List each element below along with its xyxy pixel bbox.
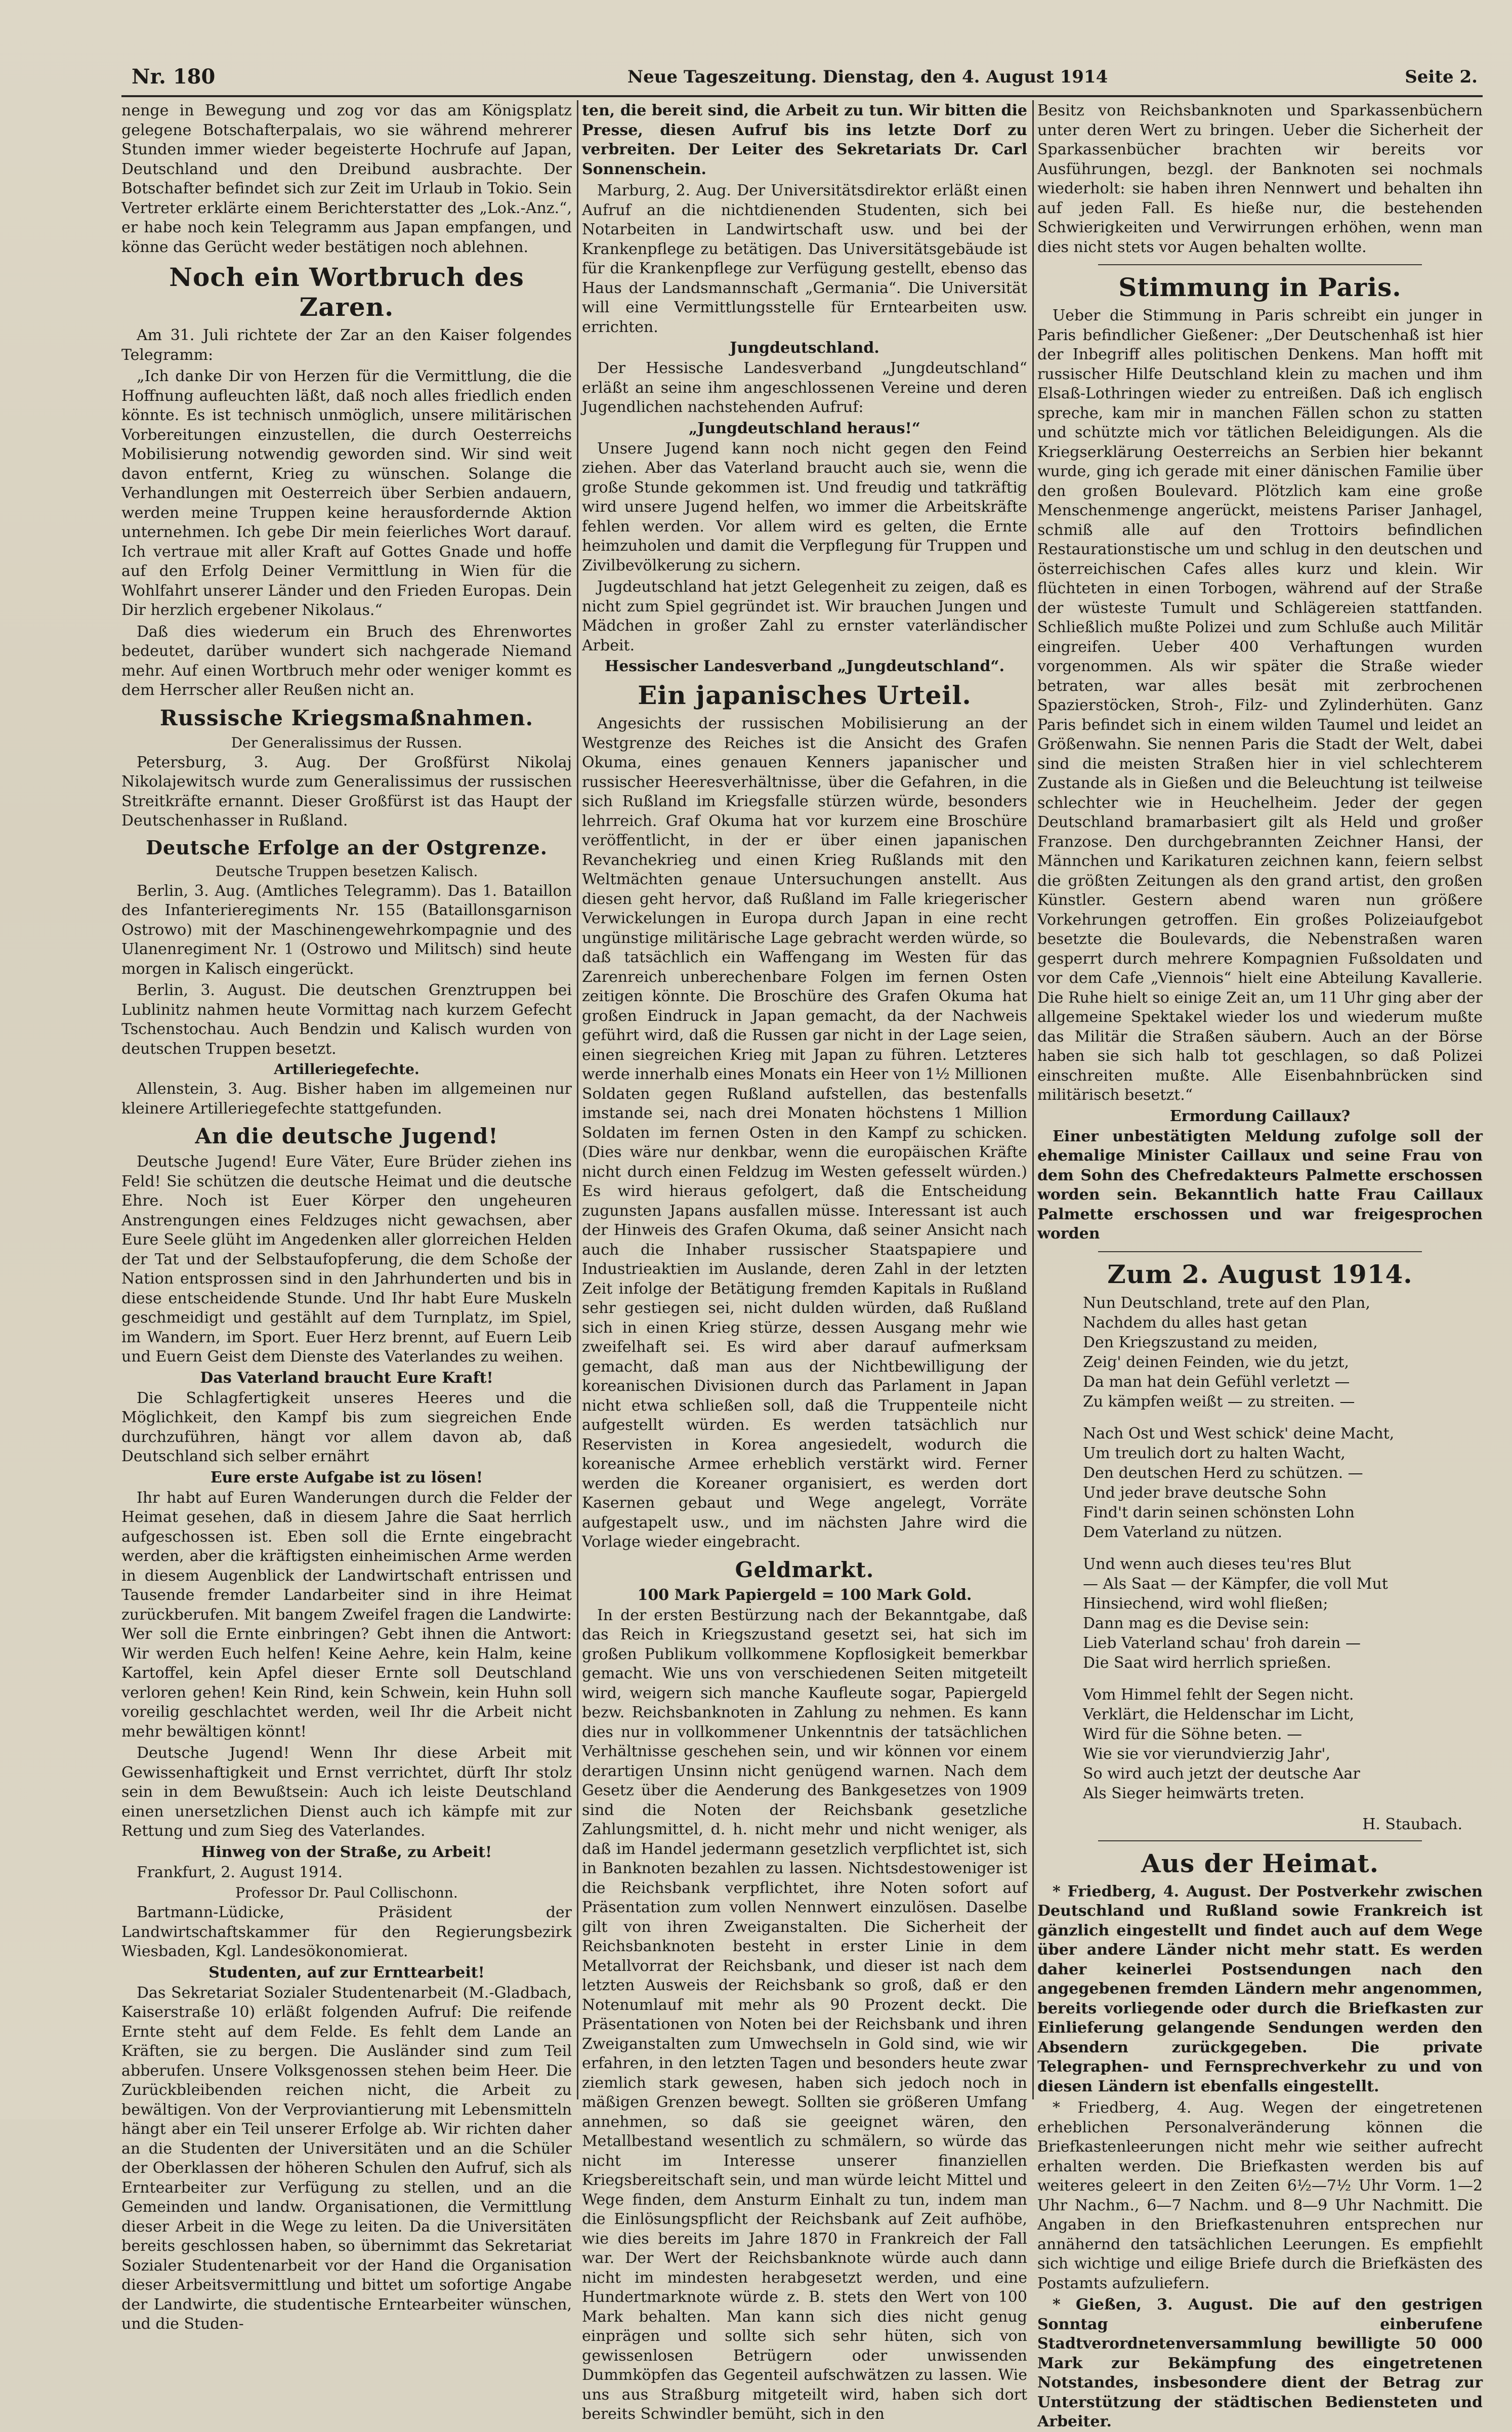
- poem-line: Lieb Vaterland schau' froh darein —: [1083, 1634, 1361, 1652]
- poem-line: Dann mag es die Devise sein:: [1083, 1614, 1310, 1632]
- poem-line: Und jeder brave deutsche Sohn: [1083, 1483, 1327, 1502]
- article-paragraph: In der ersten Bestürzung nach der Bekanntgabe, daß das Reich in Kriegszustand gesetzt sei, hat sich im großen Publikum vollkommene Kopflosigkeit bemerkbar gemacht. Wie uns von verschiedenen Seiten mitgeteilt wird, weigern sich manche Kaufleute sogar, Papiergeld bezw. Reichsbanknoten in Zahlung zu nehmen. Es kann dies nur in vollkommener Unkenntnis der tatsächlichen Verhältnisse geschehen sein, und wir können vor einem derartigen Unsinn nicht genügend warnen. Nach dem Gesetz über die Aenderung des Bankgesetzes von 1909 sind die Noten der Reichsbank gesetzliche Zahlungsmittel, d. h. nicht mehr und nicht weniger, als daß im Handel jedermann gesetzlich verpflichtet ist, sich in Banknoten bezahlen zu lassen. Nichtsdestoweniger ist die Reichsbank verpflichtet, ihre Noten sofort auf Präsentation zum vollen Nennwert einzulösen. Daselbe gilt von ihren Zweiganstalten. Die Sicherheit der Reichsbanknoten besteht in erster Linie in dem Metallvorrat der Reichsbank, und dieser ist nach dem letzten Ausweis der Reichsbank so groß, daß er den Notenumlauf mit mehr als 90 Prozent deckt. Die Präsentationen von Noten bei der Reichsbank und ihren Zweiganstalten zum Umwechseln in Gold sind, wie wir erfahren, in den letzten Tagen und besonders heute zwar ziemlich stark gewesen, haben sich jedoch noch in mäßigen Grenzen bewegt. Sollten sie größeren Umfang annehmen, so daß sie geeignet wären, den Metallbestand wesentlich zu schmälern, so würde das nicht im Interesse unserer finanziellen Kriegsbereitschaft sein, und man würde leicht Mittel und Wege finden, dem Ansturm Einhalt zu tun, indem man die Einlösungspflicht der Reichsbank auf Zeit aufhöbe, wie dies bereits im Jahre 1870 in Frankreich der Fall war. Der Wert der Reichsbanknote würde auch dann nicht im mindesten herabgesetzt werden, und eine Hundertmarknote würde z. B. stets den Wert von 100 Mark behalten. Man kann sich dies nicht genug einprägen und sollte sich sehr hüten, sich von gewissenlosen Betrügern oder unwissenden Dummköpfen das Gegenteil aufschwätzen zu lassen. Wie uns aus Straßburg mitgeteilt wird, haben sich dort bereits Schwindler bemüht, sich in den: [582, 1606, 1027, 2423]
- poem-stanza: [1083, 1424, 1483, 1542]
- page-number: Seite 2.: [1405, 67, 1478, 87]
- poem-line: Wie sie vor vierundvierzig Jahr',: [1083, 1745, 1330, 1763]
- poem-line: — Als Saat — der Kämpfer, die voll Mut: [1083, 1575, 1388, 1593]
- article-paragraph: Angesichts der russischen Mobilisierung an der Westgrenze des Reiches ist die Ansicht des Grafen Okuma, eines genauen Kenners japanischer und russischer Heeresverhältnisse, über die Gefahren, in die sich Rußland im Kriegsfalle stürzen würde, besonders lehrreich. Graf Okuma hat vor kurzem eine Broschüre veröffentlicht, in der er über einen japanischen Revanchekrieg und einen Krieg Rußlands mit den Weltmächten genaue Untersuchungen anstellt. Aus diesen geht hervor, daß Rußland im Falle kriegerischer Verwickelungen in Europa durch Japan in eine recht ungünstige militärische Lage gebracht werden würde, so daß tatsächlich ein Waffengang im Westen für das Zarenreich unberechenbare Folgen im fernen Osten zeitigen könnte. Die Broschüre des Grafen Okuma hat großen Eindruck in Japan gemacht, da der Nachweis geführt wird, daß die Russen gar nicht in der Lage seien, einen siegreichen Krieg mit Japan zu führen. Letzteres werde innerhalb eines Monats ein Heer von 1½ Millionen Soldaten gegen Rußland aufstellen, das bestenfalls imstande sei, nach drei Monaten höchstens 1 Million Soldaten im fernen Osten in den Kampf zu schicken. (Dies wäre nur denkbar, wenn die europäischen Kräfte nicht durch einen Feldzug im Westen gefesselt würden.) Es wird hieraus gefolgert, daß die Entscheidung zugunsten Japans ausfallen müsse. Interessant ist auch der Hinweis des Grafen Okuma, daß seiner Ansicht nach auch die Inhaber russischer Staatspapiere und Industrieaktien im Auslande, deren Zahl in der letzten Zeit infolge der Betätigung fremden Kapitals in Rußland sehr gestiegen sei, nicht dulden würden, daß Rußland sich in einen Krieg stürze, dessen Ausgang mehr wie zweifelhaft sei. Es wird aber darauf aufmerksam gemacht, daß man aus der Nichtbewilligung der koreanischen Divisionen durch das Parlament in Japan nicht etwa schließen soll, daß die Truppenteile nicht aufgestellt würden. Es werden tatsächlich nur Reservisten in Korea angesiedelt, wodurch die koreanische Armee erheblich verstärkt wird. Ferner werden die Koreaner organisiert, es werden dort Kasernen gebaut und Wege angelegt, Vorräte aufgestapelt usw., und im nächsten Jahre wird die Vorlage wieder eingebracht.: [582, 715, 1027, 1551]
- poem-line: Die Saat wird herrlich sprießen.: [1083, 1654, 1331, 1672]
- article-headline: Geldmarkt.: [735, 1557, 874, 1582]
- poem-line: Als Sieger heimwärts treten.: [1083, 1784, 1305, 1802]
- article-paragraph: Am 31. Juli richtete der Zar an den Kaiser folgendes Telegramm:: [121, 326, 572, 364]
- poem-line: Nachdem du alles hast getan: [1083, 1313, 1308, 1332]
- article-subhead: Der Generalissimus der Russen.: [231, 734, 463, 751]
- article-paragraph: Deutsche Jugend! Wenn Ihr diese Arbeit mit Gewissenhaftigkeit und Ernst verrichtet, dürft Ihr stolz sein in dem Bewußtsein: Auch ich leiste Deutschland einen unersetzlichen Dienst auch ich kämpfe mit zur Rettung und zum Sieg des Vaterlandes.: [121, 1744, 572, 1840]
- poem-line: Zu kämpfen weißt — zu streiten. —: [1083, 1392, 1355, 1411]
- article-subhead: Jungdeutschland.: [730, 339, 879, 357]
- article-paragraph: * Friedberg, 4. August. Der Postverkehr zwischen Deutschland und Rußland sowie Frankreich ist gänzlich eingestellt und findet auch auf dem Wege über andere Länder nicht mehr statt. Es werden daher keinerlei Postsendungen nach den angegebenen fremden Ländern mehr angenommen, bereits vorliegende oder durch die Briefkasten zur Einlieferung gelangende Sendungen werden den Absendern zurückgegeben. Die private Telegraphen- und Fernsprechverkehr zu und von diesen Ländern ist ebenfalls eingestellt.: [1037, 1882, 1483, 2095]
- article-subhead: Ermordung Caillaux?: [1169, 1107, 1351, 1125]
- poem-line: Hinsiechend, wird wohl fließen;: [1083, 1594, 1328, 1613]
- article-paragraph: Deutsche Jugend! Eure Väter, Eure Brüder ziehen ins Feld! Sie schützen die deutsche Heimat und die deutsche Ehre. Noch ist Euer Körper den ungeheuren Anstrengungen eines Feldzuges nicht gewachsen, aber Eure Seele glüht im Angedenken aller glorreichen Helden der Tat und der Selbstaufopferung, die dem Schoße der Nation entsprossen sind in den Jahrhunderten und bis in diese entscheidende Stunde. Und Ihr habt Eure Muskeln geschmeidigt und gestählt auf dem Turnplatz, im Spiel, im Wandern, im Sport. Euer Herz brennt, auf Euern Leib und Euern Geist dem Dienste des Vaterlandes zu weihen.: [121, 1153, 572, 1366]
- article-paragraph: Das Sekretariat Sozialer Studentenarbeit (M.-Gladbach, Kaiserstraße 10) erläßt folgenden Aufruf: Die reifende Ernte steht auf dem Felde. Es fehlt dem Lande an Kräften, sie zu bergen. Die Ausländer sind zum Teil abberufen. Unsere Volksgenossen stehen beim Heer. Die Zurückbleibenden reichen nicht, die Arbeit zu bewältigen. Von der Verproviantierung mit Lebensmitteln hängt aber ein Teil unserer Erfolge ab. Wir richten daher an die Studenten der Universitäten und an die Schüler der Oberklassen der höheren Schulen den Aufruf, sich als Erntearbeiter zur Verfügung zu stellen, und an die Gemeinden und landw. Organisationen, die Vermittlung dieser Arbeit in die Wege zu leiten. Da die Universitäten bereits geschlossen haben, so übernimmt das Sekretariat Sozialer Studentenarbeit vor der Hand die Organisation dieser Arbeitsvermittlung und bittet um sofortige Angabe der Landwirte, die studentische Erntearbeiter wünschen, und die Studen-: [121, 1984, 572, 2333]
- article-headline: Russische Kriegsmaßnahmen.: [159, 705, 534, 730]
- article-paragraph: Ihr habt auf Euren Wanderungen durch die Felder der Heimat gesehen, daß in diesem Jahre die Saat herrlich aufgeschossen ist. Eben soll die Ernte eingebracht werden, aber die kräftigsten einheimischen Arme werden in diesem Augenblick der Landwirtschaft entrissen und Tausende fremder Landarbeiter sind in ihre Heimat zurückberufen. Mit bangem Zweifel fragen die Landwirte: Wer soll die Ernte einbringen? Gebt ihnen die Antwort: Wir werden Euch helfen! Keine Aehre, kein Halm, keine Kartoffel, kein Apfel dieser Ernte soll Deutschland verloren gehen! Kein Rind, kein Schwein, kein Huhn soll voreilig geschlachtet werden, weil Ihr die Arbeit nicht mehr bewältigen könnt!: [121, 1489, 572, 1741]
- article-paragraph: nenge in Bewegung und zog vor das am Königsplatz gelegene Botschafterpalais, wo sie während mehrerer Stunden immer wieder begeisterte Hochrufe auf Japan, Deutschland und den Dreibund ausbrachte. Der Botschafter befindet sich zur Zeit im Urlaub in Tokio. Sein Vertreter erklärte einem Berichterstatter des „Lok.-Anz.“, er habe noch kein Telegramm aus Japan empfangen, und könne das Gerücht weder bestätigen noch ablehnen.: [121, 102, 572, 256]
- poem-line: Den Kriegszustand zu meiden,: [1083, 1333, 1318, 1351]
- poem-line: So wird auch jetzt der deutsche Aar: [1083, 1764, 1360, 1783]
- poem-line: Verklärt, die Heldenschar im Licht,: [1083, 1705, 1355, 1723]
- article-paragraph: Berlin, 3. August. Die deutschen Grenztruppen bei Lublinitz nahmen heute Vormittag nach kurzem Gefecht Tschenstochau. Auch Bendzin und Kalisch wurden von deutschen Truppen besetzt.: [121, 981, 572, 1058]
- poem-line: Da man hat dein Gefühl verletzt —: [1083, 1373, 1350, 1391]
- poem-line: Zeig' deinen Feinden, wie du jetzt,: [1083, 1353, 1349, 1371]
- article-paragraph: * Gießen, 3. August. Die auf den gestrigen Sonntag einberufene Stadtverordnetenversammlung bewilligte 50 000 Mark zur Bekämpfung des eingetretenen Notstandes, insbesondere dient der Betrag zur Unterstützung der städtischen Bediensteten und Arbeiter.: [1037, 2296, 1483, 2430]
- article-paragraph: Ueber die Stimmung in Paris schreibt ein junger in Paris befindlicher Gießener: „Der Deutschenhaß ist hier der Inbegriff alles politischen Denkens. Man hofft mit russischer Hilfe Deutschland klein zu machen und ihm Elsaß-Lothringen wieder zu entreißen. Daß ich englisch spreche, kam mir in manchen Fällen schon zu statten und schützte mich vor tätlichen Beleidigungen. Als die Kriegserklärung Oesterreichs an Serbien hier bekannt wurde, ging ich gerade mit einer dänischen Familie über den großen Boulevard. Plötzlich kam eine große Menschenmenge angerückt, meistens Pariser Janhagel, schmiß alle auf den Trottoirs befindlichen Restaurationstische um und schlug in den deutschen und österreichischen Cafes alles kurz und klein. Wir flüchteten in einen Torbogen, während auf der Straße der wüsteste Tumult und Schlägereien stattfanden. Schließlich mußte Polizei und zum Schluße auch Militär eingreifen. Ueber 400 Verhaftungen wurden vorgenommen. Als wir später die Straße wieder betraten, war alles besät mit zerbrochenen Spazierstöcken, Stroh-, Filz- und Zylinderhüten. Ganz Paris befindet sich in einem wilden Taumel und leidet an Größenwahn. Sie nennen Paris die Stadt der Welt, dabei sind die meisten Straßen hier in viel schlechterem Zustande als in Gießen und die Beleuchtung ist teilweise schlechter wie in Heuchelheim. Jeder der gegen Deutschland bramarbasiert gilt als Held und großer Franzose. Den durchgebrannten Zeichner Hansi, der Männchen und Karikaturen zeichnen kann, feiern selbst die größten Zeitungen als den grand artist, den großen Künstler. Gestern abend waren nun größere Vorkehrungen getroffen. Ein großes Polizeiaufgebot besetzte die Boulevards, die Nebenstraßen waren gesperrt durch mehrere Kompagnien Fußsoldaten und vor dem Cafe „Viennois“ hielt eine Abteilung Kavallerie. Die Ruhe hielt so einige Zeit an, um 11 Uhr ging aber der allgemeine Spektakel wieder los und wiederum mußte das Militär die Straßen säubern. Auch an der Börse haben sie sich halb tot geschlagen, so daß Polizei einschreiten mußte. Alle Eisenbahnbrücken sind militärisch besetzt.“: [1037, 307, 1483, 1104]
- poem-line: Um treulich dort zu halten Wacht,: [1083, 1444, 1346, 1462]
- poem-author: H. Staubach.: [1362, 1815, 1462, 1833]
- section-divider: [1098, 1251, 1422, 1252]
- poem-title: Zum 2. August 1914.: [1107, 1259, 1413, 1289]
- article-paragraph: Unsere Jugend kann noch nicht gegen den Feind ziehen. Aber das Vaterland braucht auch sie, wenn die große Stunde gekommen ist. Und freudig und tatkräftig wird unsere Jugend helfen, wo immer die Arbeitskräfte fehlen werden. Vor allem wird es gelten, die Ernte heimzuholen und damit die Verpflegung für Truppen und Zivilbevölkerung zu sichern.: [582, 439, 1027, 574]
- article-headline: Aus der Heimat.: [1141, 1848, 1379, 1878]
- column-2: [582, 101, 1027, 2423]
- article-paragraph: Berlin, 3. Aug. (Amtliches Telegramm). Das 1. Bataillon des Infanterieregiments Nr. 155 (Bataillonsgarnison Ostrowo) mit der Maschinengewehrkompagnie und des Ulanenregiment Nr. 1 (Ostrowo und Militsch) sind heute morgen in Kalisch eingerückt.: [121, 882, 572, 978]
- dateline: Frankfurt, 2. August 1914.: [137, 1863, 343, 1881]
- article-subhead: „Jungdeutschland heraus!“: [688, 419, 921, 437]
- article-paragraph: Petersburg, 3. Aug. Der Großfürst Nikolaj Nikolajewitsch wurde zum Generalissimus der russischen Streitkräfte ernannt. Dieser Großfürst ist das Haupt der Deutschenhasser in Rußland.: [121, 753, 572, 830]
- article-headline: Stimmung in Paris.: [1118, 272, 1402, 302]
- article-headline: Noch ein Wortbruch des Zaren.: [169, 262, 524, 322]
- masthead-line: Neue Tageszeitung. Dienstag, den 4. August 1914: [627, 67, 1108, 87]
- poem-line: Dem Vaterland zu nützen.: [1083, 1523, 1283, 1541]
- poem-line: Nach Ost und West schick' deine Macht,: [1083, 1424, 1395, 1442]
- signature: Hessischer Landesverband „Jungdeutschland“.: [604, 657, 1005, 675]
- article-subhead: 100 Mark Papiergeld = 100 Mark Gold.: [637, 1586, 972, 1604]
- column-divider: [1032, 100, 1034, 2099]
- article-paragraph: „Ich danke Dir von Herzen für die Vermittlung, die die Hoffnung aufleuchten läßt, daß noch alles friedlich enden könnte. Es ist technisch unmöglich, unsere militärischen Vorbereitungen einzustellen, die durch Oesterreichs Mobilisierung notwendig geworden sind. Wir sind weit davon entfernt, Krieg zu wünschen. Solange die Verhandlungen mit Oesterreich über Serbien andauern, werden meine Truppen keine herausfordernde Aktion unternehmen. Ich gebe Dir mein feierliches Wort darauf. Ich vertraue mit aller Kraft auf Gottes Gnade und hoffe auf den Erfolg Deiner Vermittlung in Wien für die Wohlfahrt unserer Länder und den Frieden Europas. Dein Dir herzlich ergebener Nikolaus.“: [121, 367, 572, 619]
- poem-line: Den deutschen Herd zu schützen. —: [1083, 1464, 1363, 1482]
- poem-stanza: [1083, 1293, 1483, 1412]
- article-headline: Deutsche Erfolge an der Ostgrenze.: [146, 836, 548, 859]
- article-paragraph: Marburg, 2. Aug. Der Universitätsdirektor erläßt einen Aufruf an die nichtdienenden Studenten, sich bei Notarbeiten in Landwirtschaft usw. und bei der Krankenpflege zu betätigen. Das Universitätsgebäude ist für die Krankenpflege zur Verfügung gestellt, ebenso das Haus der Landsmannschaft „Germania“. Die Universität will eine Vermittlungsstelle für Erntearbeiten usw. errichten.: [582, 182, 1027, 336]
- poem-line: Nun Deutschland, trete auf den Plan,: [1083, 1294, 1370, 1312]
- article-subhead: Studenten, auf zur Ernttearbeit!: [208, 1963, 485, 1982]
- article-paragraph: Der Hessische Landesverband „Jungdeutschland“ erläßt an seine ihm angeschlossenen Vereine und deren Jugendlichen nachstehenden Aufruf:: [582, 359, 1027, 416]
- article-paragraph: Daß dies wiederum ein Bruch des Ehrenwortes bedeutet, darüber wundert sich nachgerade Niemand mehr. Auf einen Wortbruch mehr oder weniger kommt es dem Herrscher aller Reußen nicht an.: [121, 623, 572, 699]
- article-paragraph: Bartmann-Lüdicke, Präsident der Landwirtschaftskammer für den Regierungsbezirk Wiesbaden, Kgl. Landesökonomierat.: [121, 1904, 572, 1960]
- issue-number: Nr. 180: [132, 65, 216, 89]
- poem-line: Find't darin seinen schönsten Lohn: [1083, 1503, 1355, 1521]
- signature: Professor Dr. Paul Collischonn.: [235, 1884, 458, 1901]
- article-subhead: Hinweg von der Straße, zu Arbeit!: [201, 1843, 492, 1861]
- article-paragraph: Die Schlagfertigkeit unseres Heeres und die Möglichkeit, den Kampf bis zum siegreichen Ende durchzuführen, hängt vor allem davon ab, daß Deutschland sich selber ernährt: [121, 1389, 572, 1465]
- page-header: [132, 65, 1478, 95]
- column-3: [1037, 101, 1483, 2430]
- header-rule: [121, 95, 1483, 97]
- poem-stanza: [1083, 1554, 1483, 1673]
- column-divider: [577, 100, 578, 2099]
- article-paragraph: Jugdeutschland hat jetzt Gelegenheit zu zeigen, daß es nicht zum Spiel gegründet ist. Wir brauchen Jungen und Mädchen in großer Zahl zu ernster vaterländischer Arbeit.: [582, 578, 1027, 654]
- article-paragraph: * Friedberg, 4. Aug. Wegen der eingetretenen erheblichen Personalveränderung können die Briefkastenleerungen nicht mehr wie seither aufrecht erhalten werden. Die Briefkasten werden bis auf weiteres geleert in den Zeiten 6½—7½ Uhr Vorm. 1—2 Uhr Nachm., 6—7 Nachm. und 8—9 Uhr Nachmitt. Die Angaben in den Briefkastenuhren entsprechen nur annähernd den tatsächlichen Leerungen. Es empfiehlt sich wichtige und eilige Briefe durch die Briefkästen des Postamts aufzuliefern.: [1037, 2099, 1483, 2292]
- article-paragraph: ten, die bereit sind, die Arbeit zu tun. Wir bitten die Presse, diesen Aufruf bis ins letzte Dorf zu verbreiten. Der Leiter des Sekretariats Dr. Carl Sonnenschein.: [582, 102, 1027, 178]
- column-1: [121, 101, 572, 2333]
- article-subhead: Das Vaterland braucht Eure Kraft!: [200, 1369, 493, 1387]
- article-paragraph: Einer unbestätigten Meldung zufolge soll der ehemalige Minister Caillaux und seine Frau von dem Sohn des Chefredakteurs Palmette erschossen worden sein. Bekanntlich hatte Frau Caillaux Palmette erschossen und war freigesprochen worden: [1037, 1127, 1483, 1243]
- article-subhead: Deutsche Truppen besetzen Kalisch.: [215, 862, 478, 880]
- poem-line: Wird für die Söhne beten. —: [1083, 1725, 1303, 1743]
- article-paragraph: Besitz von Reichsbanknoten und Sparkassenbüchern unter deren Wert zu bringen. Ueber die Sicherheit der Sparkassenbücher brachten wir bereits vor Ausführungen, bezgl. der Banknoten sei nochmals wiederholt: sie haben ihren Nennwert und behalten ihn auf jeden Fall. Es hieße nur, die bestehenden Schwierigkeiten und Verwirrungen erhöhen, wenn man dies nicht stets vor Augen behalten wollte.: [1037, 102, 1483, 256]
- poem-line: Vom Himmel fehlt der Segen nicht.: [1083, 1685, 1354, 1704]
- article-headline: Ein japanisches Urteil.: [638, 680, 972, 710]
- section-divider: [1098, 1840, 1422, 1841]
- poem-stanza: [1083, 1685, 1483, 1803]
- article-subhead: Artilleriegefechte.: [274, 1061, 419, 1078]
- article-headline: An die deutsche Jugend!: [195, 1124, 498, 1148]
- poem-line: Und wenn auch dieses teu'res Blut: [1083, 1555, 1351, 1573]
- section-divider: [1098, 264, 1422, 265]
- article-paragraph: Allenstein, 3. Aug. Bisher haben im allgemeinen nur kleinere Artilleriegefechte stattgefunden.: [121, 1080, 572, 1118]
- article-subhead: Eure erste Aufgabe ist zu lösen!: [210, 1468, 483, 1487]
